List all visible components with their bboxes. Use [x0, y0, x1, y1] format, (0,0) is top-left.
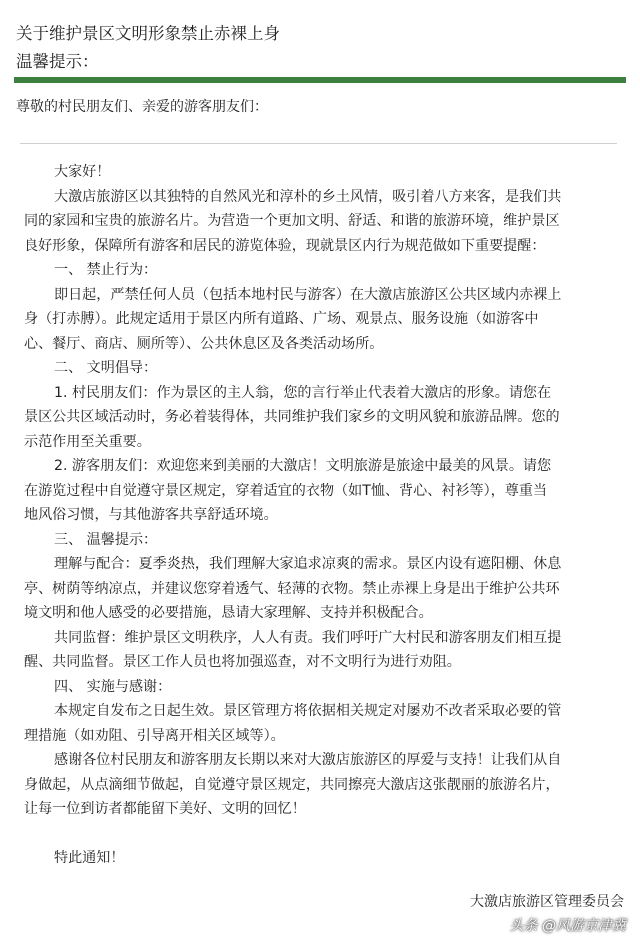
- section-3-p1-line: 亭、树荫等纳凉点，并建议您穿着透气、轻薄的衣物。禁止赤裸上身是出于维护公共环: [24, 580, 560, 597]
- section-2-item-1-line: 景区公共区域活动时，务必着装得体，共同维护我们家乡的文明风貌和旅游品牌。您的: [24, 409, 560, 425]
- salutation: 尊敬的村民朋友们、亲爱的游客朋友们：: [16, 99, 268, 115]
- section-2-item-2-line: 在游览过程中自觉遵守景区规定，穿着适宜的衣物（如T恤、背心、衬衫等），尊重当: [24, 482, 548, 499]
- section-3-p2-line: 共同监督：维护景区文明秩序，人人有责。我们呼吁广大村民和游客朋友们相互提: [54, 629, 562, 646]
- notice-tip: 温馨提示：: [16, 52, 99, 71]
- notice-body: [24, 160, 624, 870]
- section-4-p2-line: 感谢各位村民朋友和游客朋友长期以来对大激店旅游区的厚爱与支持！让我们从自: [54, 752, 562, 768]
- section-3-heading: 三、 温馨提示：: [54, 531, 158, 548]
- intro-line: 良好形象，保障所有游客和居民的游览体验，现就景区内行为规范做如下重要提醒：: [24, 237, 546, 254]
- section-1-line: 心、餐厅、商店、厕所等）、公共休息区及各类活动场所。: [24, 335, 384, 352]
- watermark: 头条 @风游京津冀: [509, 918, 626, 934]
- section-1-line: 身（打赤膊）。此规定适用于景区内所有道路、广场、观景点、服务设施（如游客中: [24, 311, 539, 327]
- green-divider-bar: [14, 77, 626, 83]
- divider-line: [20, 143, 617, 144]
- greeting: 大家好！: [54, 164, 111, 180]
- section-4-p2-line: 让每一位到访者都能留下美好、文明的回忆！: [24, 801, 306, 817]
- section-4-p1-line: 本规定自发布之日起生效。景区管理方将依据相关规定对屡劝不改者采取必要的管: [54, 703, 562, 719]
- section-3-p1-line: 理解与配合：夏季炎热，我们理解大家追求凉爽的需求。景区内设有遮阳棚、休息: [54, 556, 562, 572]
- section-3-p1-line: 境文明和他人感受的必要措施，恳请大家理解、支持并积极配合。: [24, 605, 433, 621]
- signature: 大激店旅游区管理委员会: [470, 894, 624, 910]
- notice-closing: 特此通知！: [54, 849, 125, 866]
- section-2-item-2-line: 地风俗习惯，与其他游客共享舒适环境。: [24, 507, 278, 523]
- section-2-item-1-line: 示范作用至关重要。: [24, 433, 151, 450]
- section-1-heading: 一、 禁止行为：: [54, 262, 158, 278]
- section-3-p2-line: 醒、共同监督。景区工作人员也将加强巡查，对不文明行为进行劝阻。: [24, 654, 461, 670]
- section-2-item-2-line: 2. 游客朋友们：欢迎您来到美丽的大激店！文明旅游是旅途中最美的风景。请您: [54, 458, 552, 474]
- section-2-item-1-line: 1. 村民朋友们：作为景区的主人翁，您的言行举止代表着大激店的形象。请您在: [54, 384, 552, 401]
- notice-title: 关于维护景区文明形象禁止赤裸上身: [16, 24, 280, 43]
- section-4-p1-line: 理措施（如劝阻、引导离开相关区域等）。: [24, 727, 285, 744]
- intro-line: 同的家园和宝贵的旅游名片。为营造一个更加文明、舒适、和谐的旅游环境，维护景区: [24, 213, 560, 229]
- section-4-heading: 四、 实施与感谢：: [54, 678, 172, 695]
- intro-line: 大激店旅游区以其独特的自然风光和淳朴的乡土风情，吸引着八方来客，是我们共: [54, 188, 562, 205]
- section-4-p2-line: 身做起，从点滴细节做起，自觉遵守景区规定，共同擦亮大激店这张靓丽的旅游名片，: [24, 776, 560, 793]
- section-2-heading: 二、 文明倡导：: [54, 360, 158, 376]
- section-1-line: 即日起，严禁任何人员（包括本地村民与游客）在大激店旅游区公共区域内赤裸上: [54, 286, 562, 303]
